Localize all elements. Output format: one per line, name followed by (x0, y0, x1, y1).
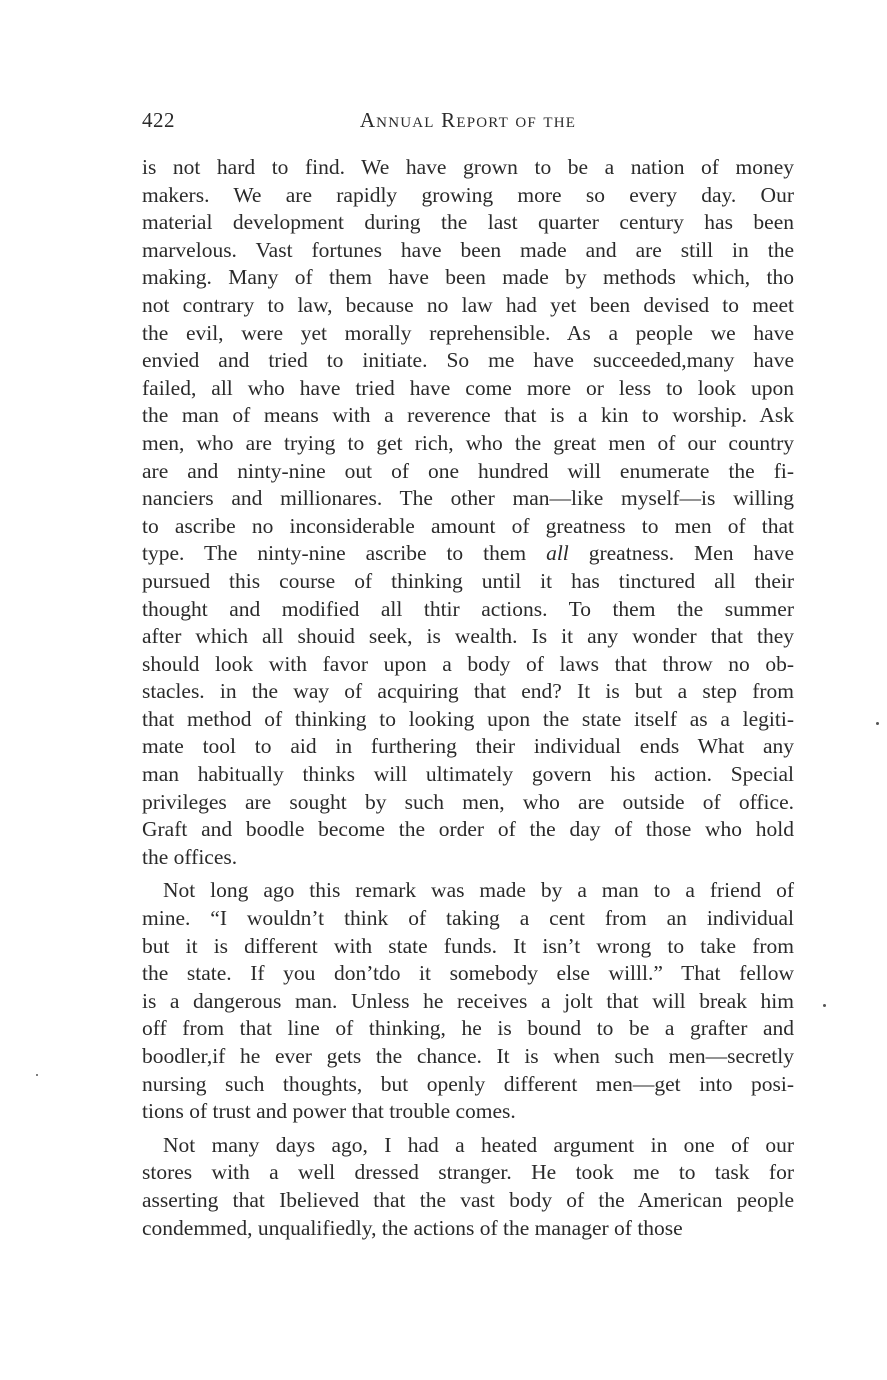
print-speck (36, 1074, 38, 1076)
text-line: men, who are trying to get rich, who the great men of our country (142, 430, 794, 455)
paragraph (142, 154, 794, 871)
page-number: 422 (142, 108, 175, 132)
text-line: privileges are sought by such men, who are outside of office. (142, 789, 794, 814)
text-line: is a dangerous man. Unless he receives a jolt that will break him (142, 988, 794, 1013)
text-line: Not many days ago, I had a heated argument in one of our (163, 1132, 794, 1157)
text-line: makers. We are rapidly growing more so every day. Our (142, 182, 794, 207)
emphasized-word: all (546, 541, 569, 566)
text-line: mine. “I wouldn’t think of taking a cent from an individual (142, 906, 794, 931)
text-line: is not hard to find. We have grown to be a nation of money (142, 155, 794, 179)
paragraph (142, 877, 794, 1125)
text-line: the offices. (142, 844, 238, 869)
text-line: mate tool to aid in furthering their individual ends What any (142, 734, 794, 759)
text-line: marvelous. Vast fortunes have been made and are still in the (142, 237, 794, 262)
text-line: man habitually thinks will ultimately govern his action. Special (142, 762, 794, 787)
text-line: nanciers and millionares. The other man—like myself—is willing (142, 486, 794, 511)
text-line: boodler,if he ever gets the chance. It is when such men—secretly (142, 1044, 794, 1068)
text-line: to ascribe no inconsiderable amount of greatness to men of that (142, 513, 794, 538)
text-line: stacles. in the way of acquiring that end? It is but a step from (142, 679, 794, 704)
text-line: material development during the last quarter century has been (142, 210, 794, 235)
text-line: not contrary to law, because no law had yet been devised to meet (142, 292, 794, 317)
text-line: the state. If you don’tdo it somebody else willl.” That fellow (142, 961, 794, 986)
paragraph (142, 1132, 794, 1242)
text-line: condemmed, unqualifiedly, the actions of the manager of those (142, 1215, 683, 1240)
body-text (142, 154, 794, 1242)
text-line: making. Many of them have been made by methods which, tho (142, 265, 794, 290)
print-speck (823, 1004, 826, 1007)
text-line: envied and tried to initiate. So me have succeeded,many have (142, 348, 794, 373)
text-line: nursing such thoughts, but openly different men—get into posi- (142, 1071, 794, 1096)
text-line: asserting that Ibelieved that the vast body of the American people (142, 1187, 794, 1212)
page-header (142, 108, 794, 136)
text-line: that method of thinking to looking upon the state itself as a legiti- (142, 706, 794, 731)
text-line: failed, all who have tried have come more or less to look upon (142, 375, 794, 400)
text-line: stores with a well dressed stranger. He took me to task for (142, 1160, 794, 1185)
text-line: pursued this course of thinking until it has tinctured all their (142, 568, 794, 593)
text-line: are and ninty-nine out of one hundred will enumerate the fi- (142, 458, 794, 483)
text-segment: type. The ninty-nine ascribe to them (142, 541, 547, 566)
text-line: should look with favor upon a body of laws that throw no ob- (142, 651, 794, 676)
text-line: Not long ago this remark was made by a man to a friend of (163, 878, 794, 903)
text-line: the evil, were yet morally reprehensible. As a people we have (142, 320, 794, 345)
text-line: thought and modified all thtir actions. To them the summer (142, 596, 794, 621)
print-speck (876, 722, 879, 725)
text-line (142, 540, 794, 568)
text-segment: greatness. Men have (568, 541, 794, 566)
text-line: after which all shouid seek, is wealth. Is it any wonder that they (142, 624, 794, 649)
text-line: but it is different with state funds. It isn’t wrong to take from (142, 933, 794, 958)
text-line: off from that line of thinking, he is bound to be a grafter and (142, 1016, 794, 1041)
text-line: Graft and boodle become the order of the day of those who hold (142, 817, 794, 842)
running-head: Annual Report of the (359, 108, 577, 132)
text-line: tions of trust and power that trouble comes. (142, 1099, 516, 1124)
text-line: the man of means with a reverence that is a kin to worship. Ask (142, 403, 794, 428)
